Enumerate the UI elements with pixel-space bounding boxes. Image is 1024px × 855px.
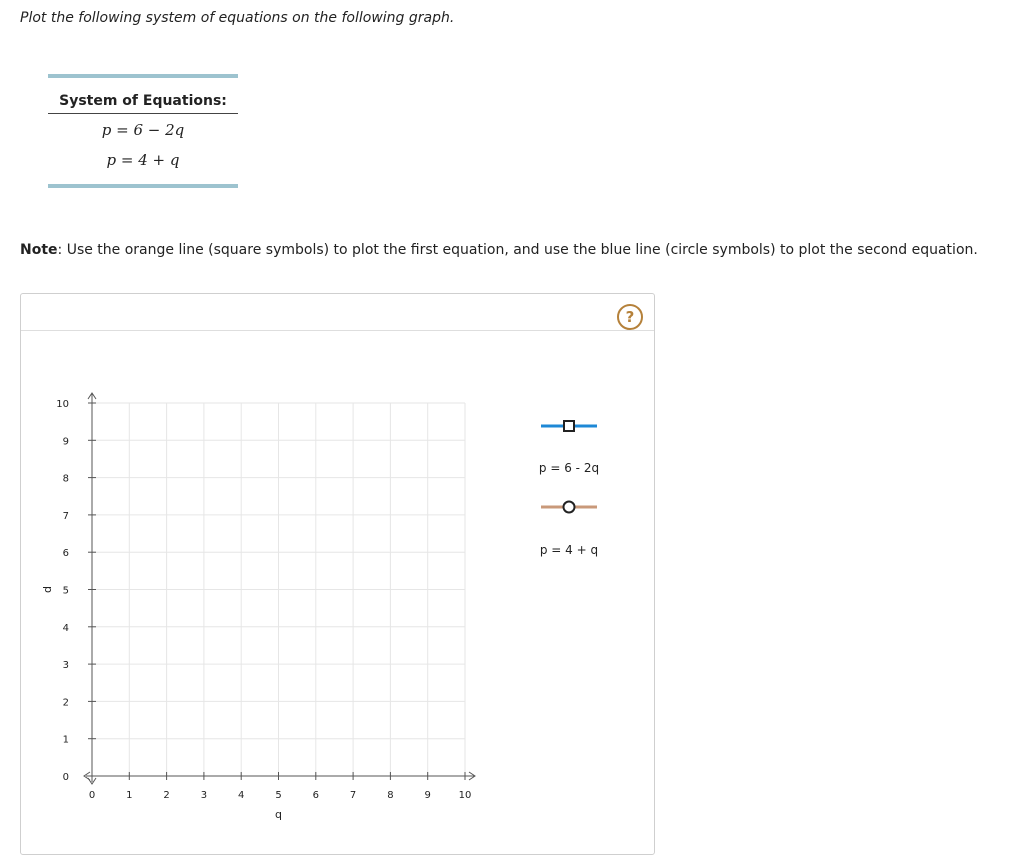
x-tick-label: 9 — [424, 790, 431, 801]
x-tick-label: 8 — [387, 790, 394, 801]
note-body: : Use the orange line (square symbols) to plot the first equation, and use the blue line (circle symbols) to plot the second equation. — [57, 242, 978, 258]
y-tick-label: 0 — [62, 772, 69, 783]
x-tick-label: 1 — [126, 790, 133, 801]
x-tick-label: 7 — [349, 790, 357, 801]
note-label: Note — [20, 242, 58, 258]
x-axis-label: q — [275, 808, 282, 821]
graph-canvas[interactable] — [21, 294, 654, 834]
y-tick-label: 1 — [62, 734, 69, 746]
y-tick-label: 4 — [62, 622, 69, 634]
x-tick-label: 0 — [88, 790, 96, 801]
x-tick-label: 3 — [200, 790, 208, 801]
y-tick-label: 10 — [56, 399, 69, 410]
legend-label-2: p = 4 + q — [539, 543, 599, 557]
equations-title: System of Equations: — [48, 93, 238, 114]
y-tick-label: 5 — [62, 585, 69, 597]
y-tick-label: 7 — [62, 510, 69, 522]
x-tick-label: 6 — [312, 790, 319, 801]
instruction-text: Plot the following system of equations on the following graph. — [20, 10, 455, 26]
x-tick-label: 10 — [458, 790, 472, 801]
legend-circle-icon[interactable] — [564, 502, 575, 513]
y-tick-label: 9 — [62, 436, 69, 448]
equations-box — [48, 74, 238, 188]
y-tick-label: 3 — [62, 660, 69, 672]
x-tick-label: 5 — [275, 790, 282, 801]
x-tick-label: 4 — [238, 790, 245, 801]
y-tick-label: 6 — [62, 548, 69, 560]
equation-1: p = 6 − 2q — [101, 121, 185, 139]
y-axis-label: p — [42, 586, 55, 593]
x-tick-label: 2 — [163, 790, 170, 801]
equation-2: p = 4 + q — [106, 151, 180, 169]
note-text — [20, 242, 978, 258]
legend-square-icon[interactable] — [564, 421, 574, 431]
y-tick-label: 2 — [62, 697, 69, 709]
legend-label-1: p = 6 - 2q — [538, 461, 600, 475]
y-tick-label: 8 — [62, 473, 69, 485]
help-button[interactable]: ? — [617, 304, 643, 330]
graph-panel — [20, 293, 655, 855]
